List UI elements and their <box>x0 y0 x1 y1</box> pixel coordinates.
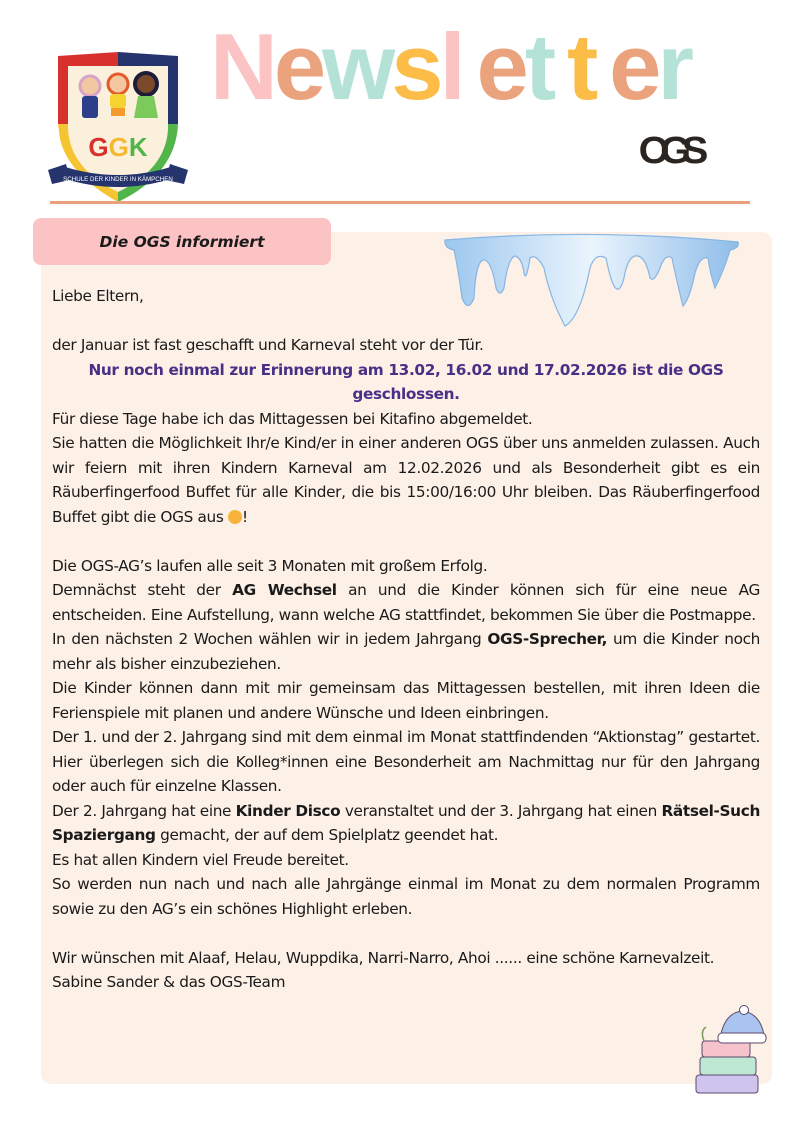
title-letter: N <box>210 14 274 119</box>
logo-children-icon <box>80 73 158 118</box>
title-letter: r <box>657 14 690 119</box>
title-letter: e <box>609 14 658 119</box>
header-divider <box>50 201 750 204</box>
title-letter: t <box>524 14 553 119</box>
title-letter <box>462 20 477 114</box>
title-letter: e <box>273 14 323 119</box>
title-letter: s <box>391 14 440 119</box>
paragraph-lunch: Für diese Tage habe ich das Mittagessen bei Kitafino abgemeldet. <box>52 409 533 428</box>
paragraph-speakers: In den nächsten 2 Wochen wählen wir in jedem Jahrgang OGS-Sprecher, um die Kinder noch mehr als bisher einzubeziehen. <box>52 630 761 673</box>
paragraph-action-day: Der 1. und der 2. Jahrgang sind mit dem einmal im Monat stattfindenden “Aktionstag” gestartet. Hier überlegen sich die Kolleg*innen eine Besonderheit am Nachmittag nur für den Jahrgang oder auch für einzelne Klassen. <box>52 728 760 795</box>
paragraph-highlights: So werden nun nach und nach alle Jahrgänge einmal im Monat zu dem normalen Programm sowie zu den AG’s ein schönes Highlight erleben. <box>52 875 760 918</box>
school-logo <box>48 44 188 204</box>
signature: Sabine Sander & das OGS-Team <box>52 973 286 991</box>
letter-body <box>52 284 760 995</box>
books-hat-icon <box>690 1005 770 1100</box>
ogs-subtitle: OGS <box>638 130 699 172</box>
title-letter <box>594 20 609 114</box>
paragraph-disco: Der 2. Jahrgang hat eine Kinder Disco veranstaltet und der 3. Jahrgang hat einen Rätsel-Such Spaziergang gemacht, der auf dem Spielplatz geendet hat. <box>52 801 760 844</box>
smiling-face-emoji-icon <box>228 510 242 524</box>
logo-letters: GGK <box>88 132 148 162</box>
closure-notice: Nur noch einmal zur Erinnerung am 13.02, 16.02 und 17.02.2026 ist die OGS geschlossen. <box>88 360 724 403</box>
title-letter: e <box>476 14 525 119</box>
greeting: Liebe Eltern, <box>52 287 144 305</box>
intro-paragraph: der Januar ist fast geschafft und Karneval steht vor der Tür. <box>52 336 484 354</box>
paragraph-joy: Es hat allen Kindern viel Freude bereitet. <box>52 850 349 869</box>
title-letter: w <box>322 14 392 119</box>
title-letter <box>552 20 567 114</box>
section-tab: Die OGS informiert <box>33 218 331 265</box>
title-letter: l <box>439 14 462 119</box>
paragraph-carnival: Sie hatten die Möglichkeit Ihr/e Kind/er in einer anderen OGS über uns anmelden zulassen. Auch wir feiern mit ihren Kindern Karneval am 12.02.2026 und als Besonderheit gibt es ein Räuberfingerfood Buffet für alle Kinder, die bis 15:00/16:00 Uhr bleiben. Das Räuberfingerfood Buffet gibt die OGS aus ! <box>52 434 760 526</box>
closing-wishes: Wir wünschen mit Alaaf, Helau, Wuppdika, Narri-Narro, Ahoi ...... eine schöne Karnevalzeit. <box>52 948 715 967</box>
logo-banner-text: SCHULE DER KINDER IN KÄMPCHEN <box>63 176 173 183</box>
paragraph-ag: Die OGS-AG’s laufen alle seit 3 Monaten mit großem Erfolg. <box>52 556 488 575</box>
paragraph-ag-change: Demnächst steht der AG Wechsel an und die Kinder können sich für eine neue AG entscheiden. Eine Aufstellung, wann welche AG stattfindet, bekommen Sie über die Postmappe. <box>52 581 760 624</box>
title-letter: t <box>566 14 595 119</box>
paragraph-participation: Die Kinder können dann mit mir gemeinsam das Mittagessen bestellen, mit ihren Ideen die Ferienspiele mit planen und andere Wünsche und Ideen einbringen. <box>52 679 760 722</box>
newsletter-title <box>210 14 690 119</box>
